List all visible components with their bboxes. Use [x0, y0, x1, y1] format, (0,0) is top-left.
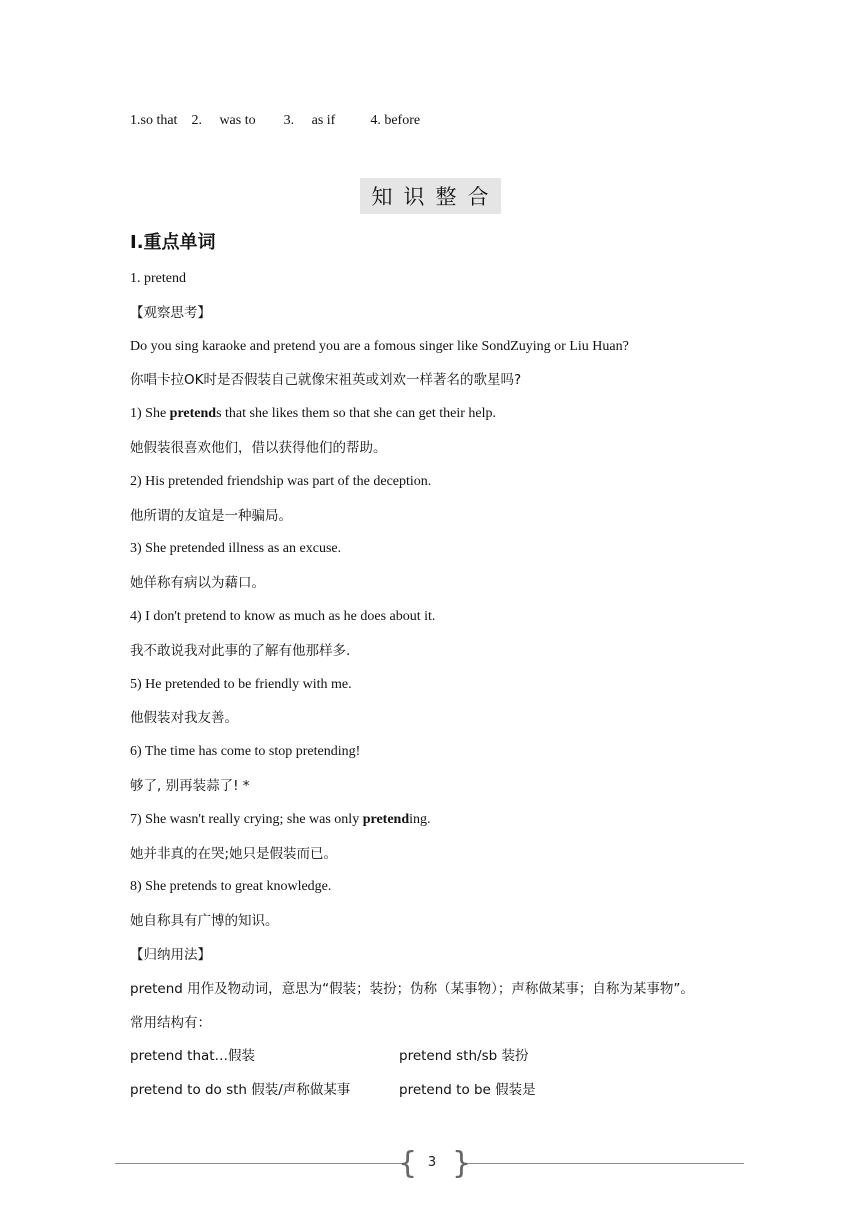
example-5-en: 5) He pretended to be friendly with me. [130, 676, 352, 692]
example-2-zh: 他所谓的友谊是一种骗局。 [130, 507, 292, 524]
example-2-en: 2) His pretended friendship was part of the deception. [130, 473, 432, 489]
section-title: 知识整合 [360, 178, 501, 214]
usage-line: pretend 用作及物动词，意思为“假装；装扮；伪称（某事物）；声称做某事；自称为某事物”。 [130, 980, 694, 997]
section-title-wrap [0, 178, 860, 214]
right-brace-icon: } [452, 1146, 472, 1181]
observe-label: 【观察思考】 [130, 304, 211, 321]
footer-rule-left [115, 1163, 402, 1164]
structure-left: pretend that…假装 [130, 1048, 256, 1065]
example-6-en: 6) The time has come to stop pretending! [130, 744, 361, 760]
structure-right: pretend to be 假装是 [399, 1082, 536, 1099]
example-4-en: 4) I don't pretend to know as much as he does about it. [130, 608, 436, 624]
footer-rule-right [462, 1163, 744, 1164]
structure-right: pretend sth/sb 装扮 [399, 1048, 529, 1065]
example-8-en: 8) She pretends to great knowledge. [130, 879, 332, 895]
bold-keyword: pretend [169, 406, 217, 422]
answer-key: 1.so that 2. was to 3. as if 4. before [130, 113, 421, 128]
example-3-zh: 她佯称有病以为藉口。 [130, 575, 265, 592]
bold-keyword: pretend [362, 811, 410, 827]
example-3-en: 3) She pretended illness as an excuse. [130, 541, 342, 557]
example-1-zh: 她假装很喜欢他们，借以获得他们的帮助。 [130, 439, 387, 456]
structure-row-1 [130, 1045, 770, 1079]
example-4-zh: 我不敢说我对此事的了解有他那样多. [130, 642, 351, 659]
word-item: 1. pretend [130, 271, 186, 286]
example-8-zh: 她自称具有广博的知识。 [130, 913, 279, 930]
page-number: 3 [427, 1155, 437, 1170]
structures-label: 常用结构有： [130, 1014, 211, 1031]
example-6-zh: 够了, 别再装蒜了! * [130, 777, 250, 794]
summary-label: 【归纳用法】 [130, 946, 211, 963]
body-content [130, 268, 770, 1113]
example-7-en: 7) She wasn't really crying; she was only pretending. [130, 811, 431, 827]
example-7-zh: 她并非真的在哭;她只是假装而已。 [130, 845, 338, 862]
heading-key-words: Ⅰ.重点单词 [130, 232, 216, 253]
structure-left: pretend to do sth 假装/声称做某事 [130, 1082, 351, 1099]
example-1-en: 1) She pretends that she likes them so that she can get their help. [130, 406, 497, 422]
structure-row-2 [130, 1079, 770, 1113]
left-brace-icon: { [398, 1146, 418, 1181]
intro-chinese: 你唱卡拉OK时是否假装自己就像宋祖英或刘欢一样著名的歌星吗? [130, 372, 522, 389]
example-5-zh: 他假装对我友善。 [130, 710, 238, 727]
intro-english: Do you sing karaoke and pretend you are a fomous singer like SondZuying or Liu Huan? [130, 338, 629, 354]
